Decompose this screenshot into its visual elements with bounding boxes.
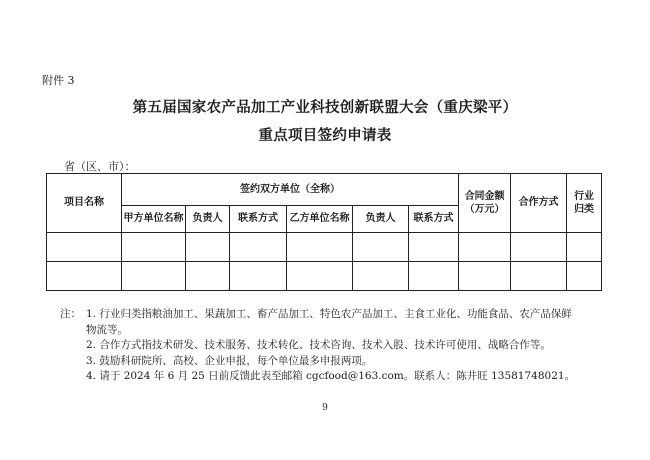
attachment-label: 附件 3 (42, 74, 75, 87)
page-number: 9 (322, 403, 328, 413)
table-cell[interactable] (47, 262, 122, 291)
table-cell[interactable] (353, 233, 409, 262)
header-party-b-person: 负责人 (353, 206, 409, 233)
table-cell[interactable] (186, 233, 230, 262)
header-project-name: 项目名称 (47, 174, 122, 233)
table-cell[interactable] (409, 262, 459, 291)
header-cooperation-method: 合作方式 (511, 174, 567, 233)
table-cell[interactable] (230, 262, 287, 291)
province-label: 省（区、市）： (64, 160, 136, 173)
table-cell[interactable] (511, 233, 567, 262)
table-cell[interactable] (459, 262, 511, 291)
table-cell[interactable] (511, 262, 567, 291)
note-item-1-continued: 物流等。 (86, 323, 128, 336)
header-party-b-name: 乙方单位名称 (287, 206, 353, 233)
table-cell[interactable] (230, 233, 287, 262)
table-cell[interactable] (186, 262, 230, 291)
notes-section (60, 307, 620, 385)
table-cell[interactable] (47, 233, 122, 262)
page-title: 第五届国家农产品加工产业科技创新联盟大会（重庆梁平） (132, 99, 518, 116)
note-item-3: 3. 鼓励科研院所、高校、企业申报，每个单位最多申报两项。 (86, 354, 373, 367)
table-row (47, 233, 602, 262)
note-item-4: 4. 请于 2024 年 6 月 25 日前反馈此表至邮箱 cgcfood@163.com。联系人：陈井旺 13581748021。 (86, 370, 576, 382)
table-cell[interactable] (122, 262, 186, 291)
header-party-a-person: 负责人 (186, 206, 230, 233)
note-item-1: 1. 行业归类指粮油加工、果蔬加工、畜产品加工、特色农产品加工、主食工业化、功能食品、农产品保鲜 (86, 308, 572, 320)
table-cell[interactable] (567, 262, 602, 291)
table-row (47, 262, 602, 291)
header-signing-parties: 签约双方单位（全称） (122, 174, 459, 206)
header-party-a-contact: 联系方式 (230, 206, 287, 233)
notes-label: 注： (60, 308, 81, 320)
table-cell[interactable] (353, 262, 409, 291)
header-industry-category (567, 174, 602, 233)
table-cell[interactable] (459, 233, 511, 262)
application-form-table (46, 173, 602, 291)
note-item-2: 2. 合作方式指技术研发、技术服务、技术转化、技术咨询、技术入股、技术许可使用、战略合作等。 (86, 339, 551, 351)
header-party-b-contact: 联系方式 (409, 206, 459, 233)
table-cell[interactable] (122, 233, 186, 262)
table-cell[interactable] (287, 233, 353, 262)
table-cell[interactable] (287, 262, 353, 291)
header-industry-line1: 行业 (574, 190, 595, 202)
header-industry-line2: 归类 (574, 204, 595, 215)
header-party-a-name: 甲方单位名称 (122, 206, 186, 233)
table-cell[interactable] (409, 233, 459, 262)
header-contract-amount: 合同金额（万元） (459, 174, 511, 233)
table-cell[interactable] (567, 233, 602, 262)
page-subtitle: 重点项目签约申请表 (258, 127, 392, 144)
